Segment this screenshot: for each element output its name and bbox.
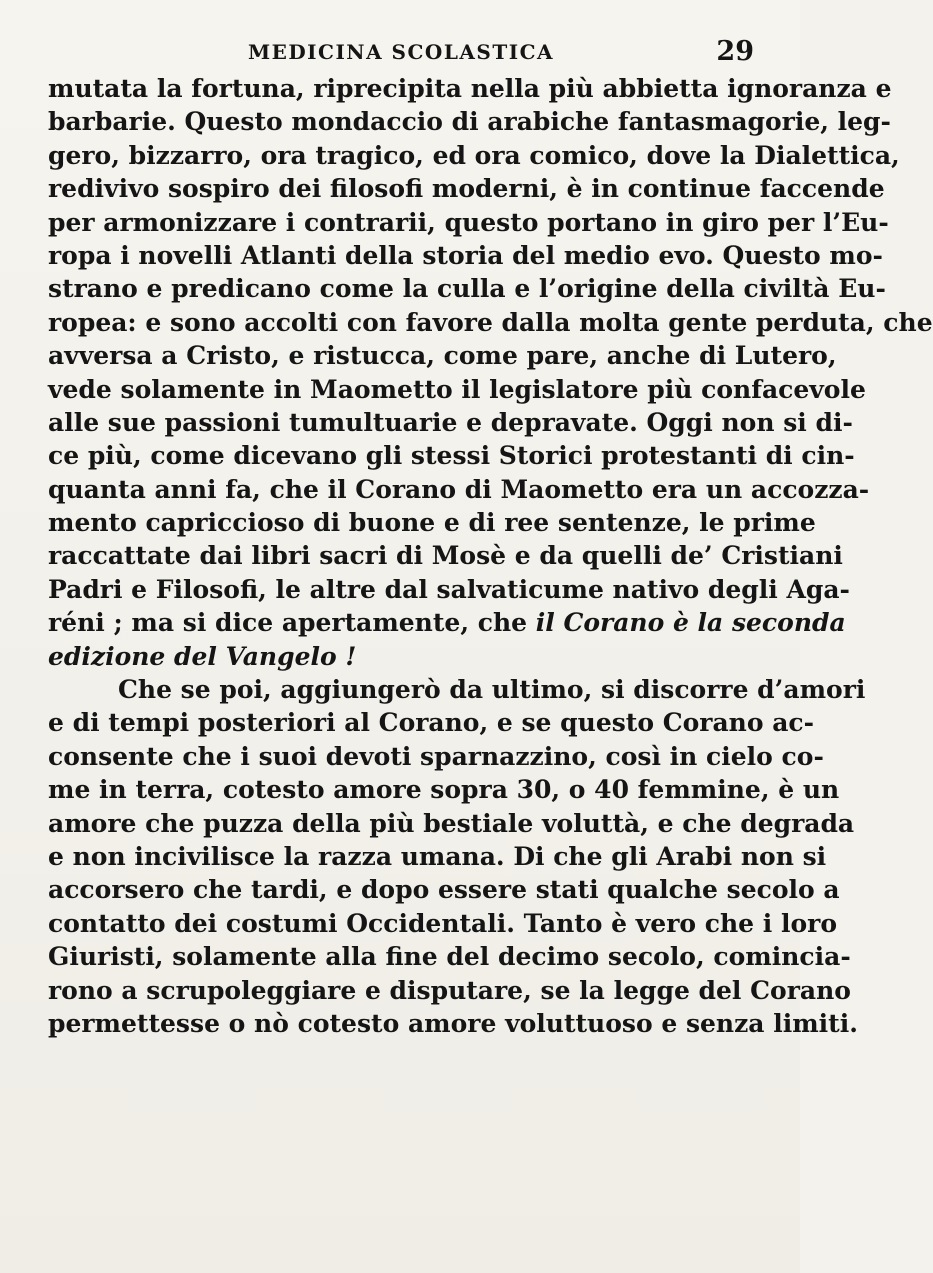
line-italic-text: edizione del Vangelo ! — [48, 641, 357, 671]
line-text: permettesse o nò cotesto amore voluttuoso e senza limiti. — [48, 1008, 858, 1038]
line-text: ce più, come dicevano gli stessi Storici protestanti di cin- — [48, 441, 855, 471]
line-text: mutata la fortuna, riprecipita nella più abbietta ignoranza e — [48, 74, 892, 103]
line-text: redivivo sospiro dei filosofi moderni, è in continue faccende — [48, 174, 885, 204]
line-text: per armonizzare i contrarii, questo portano in giro per l’Eu- — [48, 207, 889, 237]
line-text: me in terra, cotesto amore sopra 30, o 40 femmine, è un — [48, 775, 840, 805]
text-line — [48, 206, 889, 239]
page-number: 29 — [716, 36, 754, 67]
line-text: ropa i novelli Atlanti della storia del medio evo. Questo mo- — [48, 240, 883, 270]
body-text — [48, 72, 933, 1040]
text-line — [48, 907, 837, 940]
text-line — [48, 740, 824, 773]
line-text: alle sue passioni tumultuarie e depravate. Oggi non si di- — [48, 407, 853, 437]
text-line — [48, 974, 851, 1007]
line-text: Giuristi, solamente alla fine del decimo secolo, comincia- — [48, 942, 851, 972]
text-line — [48, 406, 853, 439]
line-text: e non incivilisce la razza umana. Di che gli Arabi non si — [48, 841, 827, 871]
text-line — [48, 172, 885, 205]
text-line — [48, 473, 870, 506]
text-line — [48, 673, 866, 706]
text-line — [48, 272, 886, 305]
text-line — [48, 306, 933, 339]
text-line — [48, 373, 866, 406]
page-header — [48, 36, 754, 70]
text-line — [48, 239, 883, 272]
line-text: Padri e Filosofi, le altre dal salvaticume nativo degli Aga- — [48, 574, 850, 604]
line-text: mento capriccioso di buone e di ree sentenze, le prime — [48, 508, 816, 538]
text-line — [48, 339, 837, 372]
line-text: rono a scrupoleggiare e disputare, se la legge del Corano — [48, 975, 851, 1005]
line-text: gero, bizzarro, ora tragico, ed ora comico, dove la Dialettica, — [48, 140, 900, 170]
line-text: accorsero che tardi, e dopo essere stati qualche secolo a — [48, 875, 840, 905]
line-text: réni ; ma si dice apertamente, che — [48, 608, 528, 638]
line-italic-text: il Corano è la seconda — [535, 608, 846, 638]
text-line — [48, 640, 754, 673]
line-text: barbarie. Questo mondaccio di arabiche fantasmagorie, leg- — [48, 107, 891, 137]
line-text: Che se poi, aggiungerò da ultimo, si discorre d’amori — [118, 675, 866, 705]
text-line — [48, 840, 827, 873]
text-line — [48, 139, 900, 172]
line-text: vede solamente in Maometto il legislatore più confacevole — [48, 374, 866, 404]
text-line — [48, 773, 840, 806]
text-line — [48, 873, 840, 906]
text-line — [48, 706, 815, 739]
text-line — [48, 1007, 858, 1040]
text-line — [48, 506, 816, 539]
line-text: strano e predicano come la culla e l’origine della civiltà Eu- — [48, 274, 886, 304]
text-line — [48, 606, 846, 639]
text-line — [48, 807, 855, 840]
text-line — [48, 539, 843, 572]
text-line — [48, 439, 855, 472]
text-line — [48, 72, 892, 105]
line-text: e di tempi posteriori al Corano, e se questo Corano ac- — [48, 708, 815, 738]
text-line — [48, 573, 850, 606]
line-text: raccattate dai libri sacri di Mosè e da quelli de’ Cristiani — [48, 541, 843, 571]
running-title: MEDICINA SCOLASTICA — [247, 40, 555, 64]
line-text: quanta anni fa, che il Corano di Maometto era un accozza- — [48, 474, 870, 504]
line-text: amore che puzza della più bestiale voluttà, e che degrada — [48, 808, 855, 838]
text-line — [48, 940, 851, 973]
line-text: contatto dei costumi Occidentali. Tanto è vero che i loro — [48, 908, 837, 938]
line-text: ropea: e sono accolti con favore dalla molta gente perduta, che — [48, 307, 933, 337]
line-text: consente che i suoi devoti sparnazzino, così in cielo co- — [48, 741, 824, 771]
line-text: avversa a Cristo, e ristucca, come pare, anche di Lutero, — [48, 341, 837, 371]
text-line — [48, 105, 891, 138]
